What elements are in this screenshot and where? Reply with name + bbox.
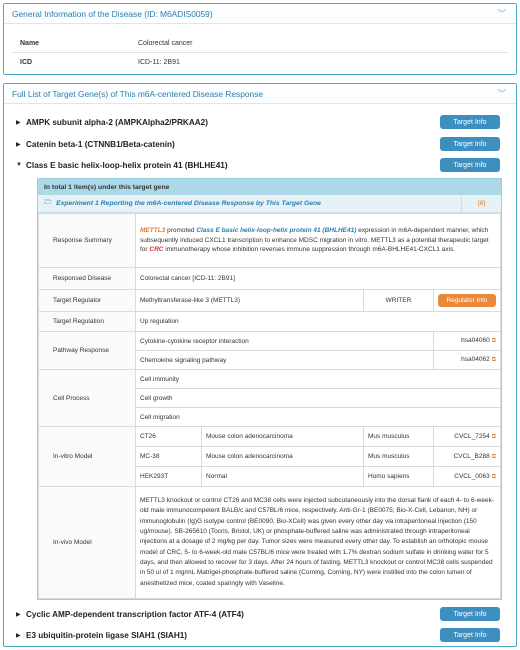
row-label: Target Regulator [39, 290, 136, 312]
pathway-link[interactable] [434, 332, 501, 351]
info-value: Colorectal cancer [138, 39, 193, 47]
cell-line-species: Homo sapiens [364, 467, 434, 487]
pathway-name: Chemokine signaling pathway [136, 351, 434, 370]
caret-right-icon[interactable]: ▶ [16, 632, 21, 639]
row-label: Response Summary [39, 214, 136, 268]
target-info-button[interactable]: Target Info [440, 607, 500, 621]
experiment-table [38, 213, 501, 599]
row-label: Responsed Disease [39, 268, 136, 290]
experiment-header[interactable] [38, 195, 501, 213]
pathway-name: Cytokine-cytokine receptor interaction [136, 332, 434, 351]
regulator-type: WRITER [364, 290, 434, 312]
cellosaurus-id[interactable]: CVCL_0063 [454, 472, 490, 480]
experiment-title[interactable]: Experiment 1 Reporting the m6A-centered Disease Response by This Target Gene [56, 200, 321, 207]
cellosaurus-id[interactable]: CVCL_7254 [454, 432, 490, 440]
caret-right-icon[interactable]: ▶ [16, 119, 21, 126]
external-link-icon[interactable]: ⧉ [491, 338, 496, 344]
general-info-panel [3, 3, 517, 75]
chevron-double-down-icon[interactable]: ︾ [498, 89, 506, 98]
gene-name[interactable]: Class E basic helix-loop-helix protein 41 (BHLHE41) [26, 160, 228, 170]
info-row-name [12, 34, 508, 53]
gene-row[interactable] [16, 607, 508, 621]
chevron-double-down-icon[interactable]: ︾ [498, 9, 506, 18]
caret-right-icon[interactable]: ▶ [16, 611, 21, 618]
regulation-value: Up regulation [136, 312, 501, 332]
row-label: In-vitro Model [39, 427, 136, 487]
target-info-button[interactable]: Target Info [440, 115, 500, 129]
target-genes-header[interactable] [4, 84, 516, 104]
gene-row[interactable] [16, 628, 508, 642]
cell-line-desc: Mouse colon adenocarcinoma [202, 427, 364, 447]
target-info-button[interactable]: Target Info [440, 158, 500, 172]
row-label: Pathway Response [39, 332, 136, 370]
pathway-link[interactable] [434, 351, 501, 370]
regulator-info-button[interactable]: Regulator Info [438, 294, 496, 307]
info-value: ICD-11: 2B91 [138, 59, 180, 66]
row-label: In-vivo Model [39, 487, 136, 599]
gene-row[interactable] [16, 158, 508, 172]
caret-down-icon[interactable]: ▼ [16, 162, 22, 168]
gene-row[interactable] [16, 115, 508, 129]
cell-line-desc: Mouse colon adenocarcinoma [202, 447, 364, 467]
cell-line-desc: Normal [202, 467, 364, 487]
external-link-icon[interactable]: ⧉ [491, 473, 496, 480]
cell-line-species: Mus musculus [364, 447, 434, 467]
cell-line: MC-38 [136, 447, 202, 467]
responsed-disease-value: Colorectal cancer [ICD-11: 2B91] [136, 268, 501, 290]
gene-row[interactable] [16, 137, 508, 151]
summary-text: promoted [165, 227, 197, 235]
general-info-title: General Information of the Disease (ID: M6ADIS0059) [12, 8, 213, 19]
invivo-text: METTL3 knockout or control CT26 and MC38 cells were injected subcutaneously into the dorsal flank of each 4- to 6-week-old male immunocompetent BALB/c and C57BL/6 mice, respectively. Anti-Gr-1 (BE0075; Bio-X-Cell, Lebanon, NH) or immunoglobulin (Ig)G isotype control (BE0090, Bio-XCell) was given every other day via intraperitoneal injection (150 ug/mouse). SB-265610 (Tocris, Bristol, UK) or phosphate-buffered saline was administrated through intraperitoneal injections at a dosage of 2 mg/kg per day. Tumor sizes were measured every other day. To establish an orthotopic mouse model of CRC, 5- to 6-week-old male C57BL/6 mice were treated with 1.7% dextran sodium sulfate in drinking water for 5 days, and then allowed to recover for 3 days. After 24 hours of fasting, METTL3 knockout or control MC38 cells suspended in 50 ul of 1 mg/mL Matrigel-phosphate-buffered saline (Corning, Corning, NY) were instilled into the colon lumen of anesthetized mice, coated sparingly with Vaseline. [136, 487, 501, 599]
info-key: ICD [20, 59, 33, 66]
gene-name[interactable]: Catenin beta-1 (CTNNB1/Beta-catenin) [26, 139, 175, 149]
cell-process-item: Cell migration [136, 408, 501, 427]
response-summary [136, 214, 501, 268]
cell-line: CT26 [136, 427, 202, 447]
target-genes-title: Full List of Target Gene(s) of This m6A-centered Disease Response [12, 88, 264, 99]
info-row-icd [12, 53, 508, 72]
cell-line: HEK293T [136, 467, 202, 487]
cellosaurus-link[interactable] [434, 467, 501, 487]
row-label: Target Regulation [39, 312, 136, 332]
regulator-highlight[interactable]: METTL3 [140, 227, 166, 235]
cell-line-species: Mus musculus [364, 427, 434, 447]
cell-process-item: Cell growth [136, 389, 501, 408]
row-label: Cell Process [39, 370, 136, 427]
gene-name[interactable]: E3 ubiquitin-protein ligase SIAH1 (SIAH1) [26, 630, 188, 640]
regulator-info-cell [434, 290, 501, 312]
external-link-icon[interactable]: ⧉ [491, 357, 496, 363]
gene-name[interactable]: Cyclic AMP-dependent transcription factor ATF-4 (ATF4) [26, 609, 244, 619]
disease-highlight[interactable]: CRC [149, 246, 164, 254]
cellosaurus-link[interactable] [434, 427, 501, 447]
external-link-icon[interactable]: ⧉ [491, 433, 496, 440]
cell-process-item: Cell immunity [136, 370, 501, 389]
info-key: Name [20, 39, 40, 47]
regulator-name: Methyltransferase-like 3 (METTL3) [136, 290, 364, 312]
pathway-id[interactable]: hsa04062 [461, 356, 490, 363]
summary-text: immunotherapy whose inhibition reverses immune suppression through m6A-BHLHE41-CXCL1 axis. [163, 246, 456, 254]
target-info-button[interactable]: Target Info [440, 628, 500, 642]
pathway-id[interactable]: hsa04060 [461, 337, 490, 344]
external-link-icon[interactable]: ⧉ [491, 453, 496, 460]
gene-name[interactable]: AMPK subunit alpha-2 (AMPKAlpha2/PRKAA2) [26, 117, 208, 127]
summary-text: expression in m6A-dependent manner, which subsequently induced CXCL1 transcription to enhance MDSC migration in vitro. METTL3 as a potential therapeutic target for [140, 227, 489, 254]
cellosaurus-id[interactable]: CVCL_B288 [453, 452, 490, 460]
reference-link[interactable]: [8] [461, 195, 501, 212]
cellosaurus-link[interactable] [434, 447, 501, 467]
folder-open-icon: 🗁 [44, 199, 53, 206]
caret-right-icon[interactable]: ▶ [16, 141, 21, 148]
target-info-button[interactable]: Target Info [440, 137, 500, 151]
item-count: In total 1 item(s) under this target gene [38, 179, 501, 195]
general-info-header[interactable] [4, 4, 516, 24]
gene-highlight[interactable]: Class E basic helix-loop-helix protein 41 (BHLHE41) [196, 227, 357, 235]
gene-detail-box [37, 178, 502, 600]
